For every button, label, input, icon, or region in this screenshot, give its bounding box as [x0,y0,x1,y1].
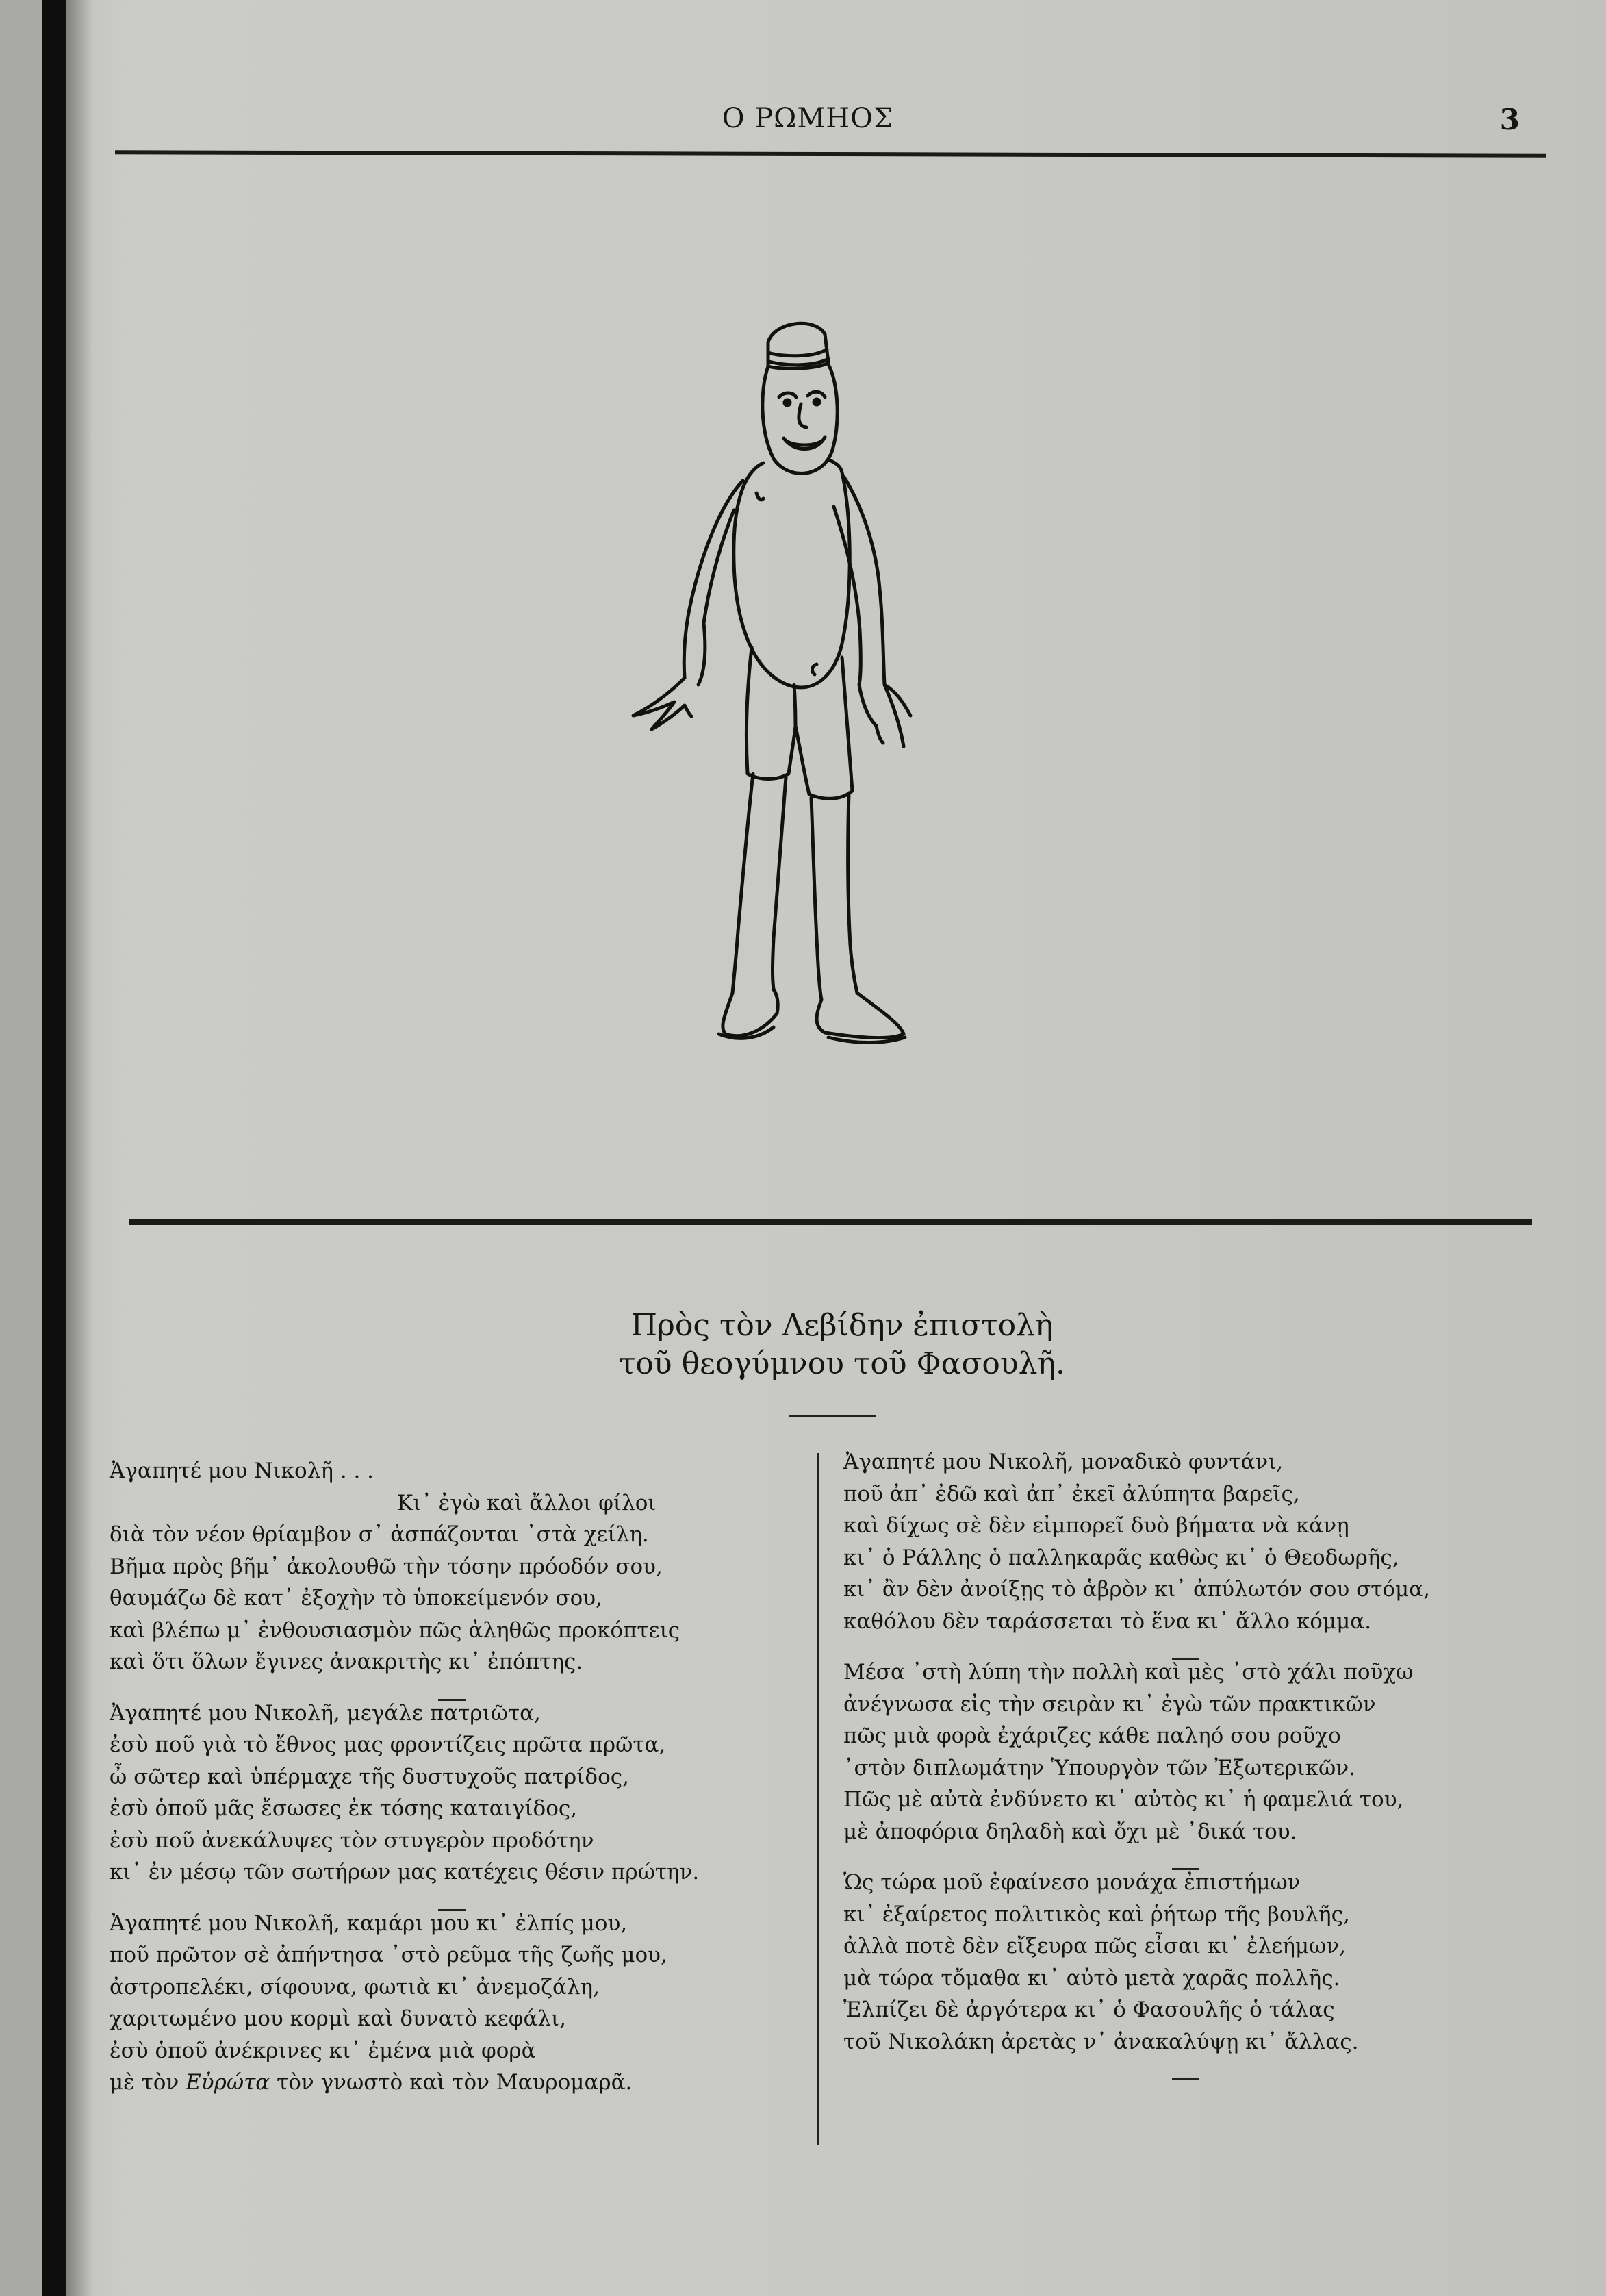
verse-line: θαυμάζω δὲ κατ᾽ ἐξοχὴν τὸ ὑποκείμενόν σου, [110,1586,602,1611]
book-binding [42,0,66,2296]
title-line-2: τοῦ θεογύμνου τοῦ Φασουλῆ. [619,1346,1065,1381]
stanza-separator [110,1889,794,1908]
verse-line: διὰ τὸν νέον θρίαμβον σ᾽ ἀσπάζονται ᾽στὰ χείλη. [110,1522,649,1547]
verse-italic-name: Εὐρώτα [186,2070,270,2095]
stanza-separator [110,1678,794,1698]
column-divider [817,1453,819,2145]
article-title [534,1307,1150,1383]
verse-line: τοῦ Νικολάκη ἀρετὰς ν᾽ ἀνακαλύψῃ κι᾽ ἄλλας. [843,2029,1359,2054]
verse-line: μὲ ἀποφόρια δηλαδὴ καὶ ὄχι μὲ ᾽δικά του. [843,1819,1297,1844]
verse-line: Πῶς μὲ αὐτὰ ἐνδύνετο κι᾽ αὐτὸς κι᾽ ἡ φαμελιά του, [843,1787,1404,1812]
verse-line: Μέσα ᾽στὴ λύπη τὴν πολλὴ καὶ μὲς ᾽στὸ χάλι ποῦχω [843,1660,1414,1685]
verse-line: χαριτωμένο μου κορμὶ καὶ δυνατὸ κεφάλι, [110,2006,567,2031]
verse-line: ἐσὺ ὁποῦ ἀνέκρινες κι᾽ ἐμένα μιὰ φορὰ [110,2038,536,2063]
caricature-figure-icon [589,301,999,1096]
title-line-1: Πρὸς τὸν Λεβίδην ἐπιστολὴ [630,1308,1054,1343]
verse-line: μὰ τώρα τὄμαθα κι᾽ αὐτὸ μετὰ χαρᾶς πολλῆς. [843,1965,1340,1991]
right-column [843,1446,1528,2077]
verse-line: ἐσὺ ποῦ ἀνεκάλυψες τὸν στυγερὸν προδότην [110,1828,594,1853]
verse-line: Ἀγαπητέ μου Νικολῆ, μοναδικὸ φυντάνι, [843,1450,1284,1474]
stanza-separator [843,1847,1528,1867]
verse-line: κι᾽ ἐξαίρετος πολιτικὸς καὶ ῥήτωρ τῆς βουλῆς, [843,1902,1350,1927]
verse-line: καὶ ὅτι ὅλων ἔγινες ἀνακριτὴς κι᾽ ἐπόπτης. [110,1650,583,1674]
verse-line: Ἀγαπητέ μου Νικολῆ, καμάρι μου κι᾽ ἐλπίς μου, [110,1910,628,1936]
verse-line: Κι᾽ ἐγὼ καὶ ἄλλοι φίλοι [397,1490,657,1515]
verse-line: ποῦ πρῶτον σὲ ἀπήντησα ᾽στὸ ρεῦμα τῆς ζωῆς μου, [110,1943,667,1967]
verse-line: κι᾽ ἐν μέσῳ τῶν σωτήρων μας κατέχεις θέσιν πρώτην. [110,1860,700,1884]
verse-line: ποῦ ἀπ᾽ ἐδῶ καὶ ἀπ᾽ ἐκεῖ ἀλύπητα βαρεῖς, [843,1481,1300,1506]
verse-line: καὶ βλέπω μ᾽ ἐνθουσιασμὸν πῶς ἀληθῶς προκόπτεις [110,1617,680,1643]
verse-line: ἐσὺ ποῦ γιὰ τὸ ἔθνος μας φροντίζεις πρῶτα πρῶτα, [110,1732,666,1757]
verse-line: καὶ δίχως σὲ δὲν εἰμπορεῖ δυὸ βήματα νὰ κάνῃ [843,1513,1349,1538]
verse-line: Ἐλπίζει δὲ ἀργότερα κι᾽ ὁ Φασουλῆς ὁ τάλας [843,1997,1335,2022]
binding-shadow [66,0,93,2296]
verse-line: καθόλου δὲν ταράσσεται τὸ ἕνα κι᾽ ἄλλο κόμμα. [843,1609,1372,1634]
header-rule [115,150,1546,157]
title-rule [789,1415,876,1417]
stanza-separator [843,1637,1528,1656]
newspaper-title: Ο ΡΩΜΗΟΣ [722,103,894,134]
verse-line: κι᾽ ὁ Ράλλης ὁ παλληκαρᾶς καθὼς κι᾽ ὁ Θεοδωρῆς, [843,1545,1399,1570]
verse-line: ὦ σῶτερ καὶ ὑπέρμαχε τῆς δυστυχοῦς πατρίδος, [110,1764,629,1789]
verse-line: ἀλλὰ ποτὲ δὲν εἴξευρα πῶς εἶσαι κι᾽ ἐλεήμων, [843,1934,1347,1958]
previous-page-edge [0,0,42,2296]
verse-line: Ἀγαπητέ μου Νικολῆ, μεγάλε πατριῶτα, [110,1700,541,1726]
left-column [110,1455,794,2099]
verse-line: ἐσὺ ὁποῦ μᾶς ἔσωσες ἐκ τόσης καταιγίδος, [110,1796,578,1821]
verse-text: τὸν γνωστὸ καὶ τὸν Μαυρομαρᾶ. [277,2070,633,2095]
verse-line: κι᾽ ἂν δὲν ἀνοίξῃς τὸ ἁβρὸν κι᾽ ἀπύλωτόν σου στόμα, [843,1577,1430,1602]
verse-line: ἀστροπελέκι, σίφουνα, φωτιὰ κι᾽ ἀνεμοζάλη, [110,1974,600,1999]
verse-line: ἀνέγνωσα εἰς τὴν σειρὰν κι᾽ ἐγὼ τῶν πρακτικῶν [843,1691,1376,1717]
page-number: 3 [1499,103,1520,136]
stanza-separator [843,2058,1528,2077]
verse-line: πῶς μιὰ φορὰ ἐχάριζες κάθε παληό σου ροῦχο [843,1724,1341,1748]
verse-line: ᾽στὸν διπλωμάτην Ὑπουργὸν τῶν Ἐξωτερικῶν. [843,1755,1356,1780]
verse-line: Ἀγαπητέ μου Νικολῆ . . . [110,1459,374,1483]
verse-line: Ὡς τώρα μοῦ ἐφαίνεσο μονάχα ἐπιστήμων [843,1870,1301,1895]
verse-line: Βῆμα πρὸς βῆμ᾽ ἀκολουθῶ τὴν τόσην πρόοδόν σου, [110,1554,663,1579]
verse-text: μὲ τὸν [110,2070,179,2095]
section-rule [129,1219,1532,1225]
verse-line [110,2067,794,2099]
